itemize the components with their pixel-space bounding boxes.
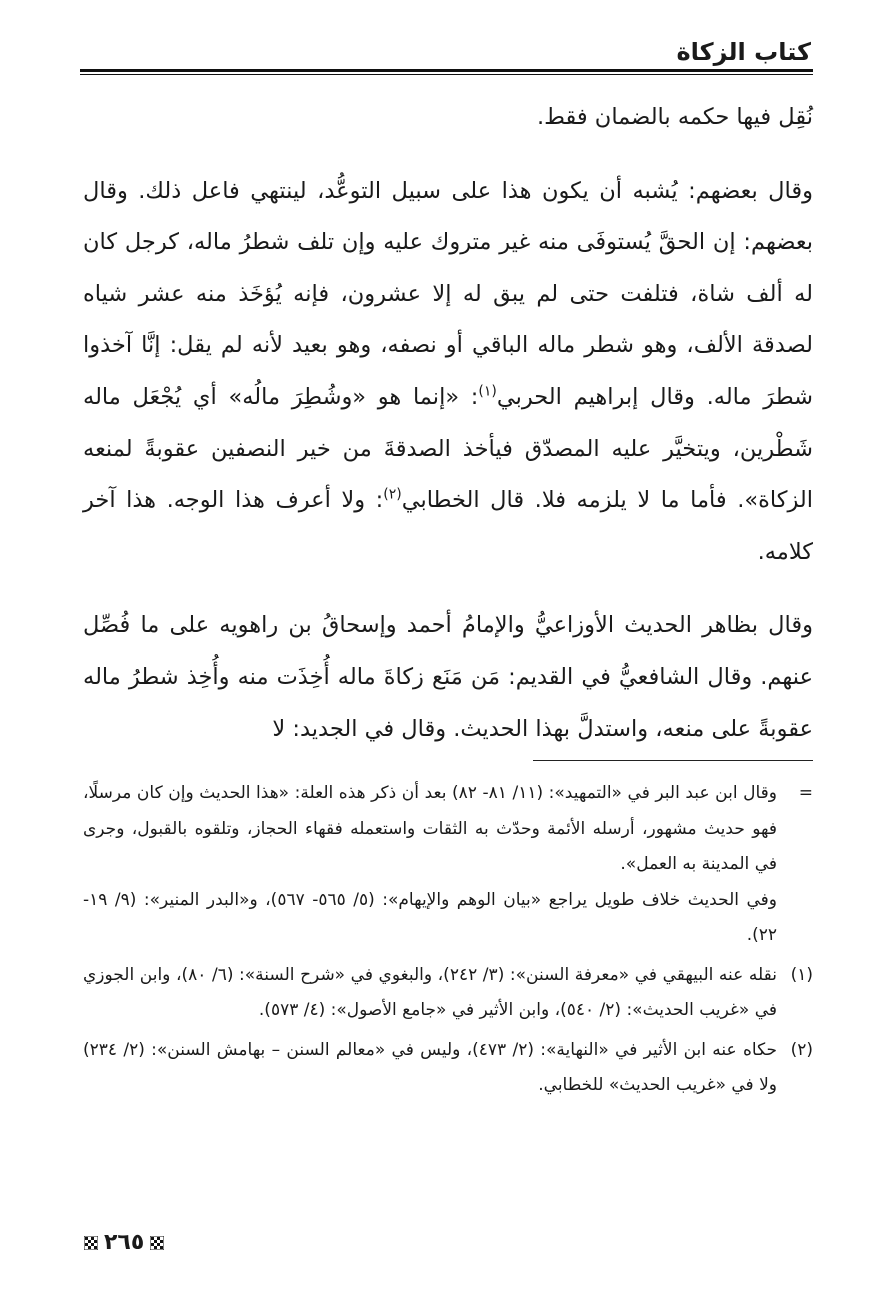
footnote-2 [83, 1033, 813, 1104]
paragraph-text: وقال بعضهم: يُشبه أن يكون هذا على سبيل التوعُّد، لينتهي فاعل ذلك. وقال بعضهم: إن الحقَّ يُستوفَى منه غير متروك عليه وإن تلف شطرُ ماله، كرجل كان له ألف شاة، فتلفت حتى لم يبق له إلا عشرون، فإنه يُؤخَذ منه عشر شياه لصدقة الألف، وهو شطر ماله الباقي أو نصفه، وهو بعيد لأنه لم يقل: إنَّا آخذوا شطرَ ماله. وقال إبراهيم الحربي [83, 177, 814, 410]
footnote-mark: = [798, 783, 813, 803]
page-number: ٢٦٥ [104, 1230, 145, 1255]
footnote-1 [83, 958, 813, 1029]
footnotes [83, 776, 813, 1108]
paragraph-text: : «إنما هو «وشُطِرَ مالُه» أي يُجْعَل ماله شَطْرين، ويتخيَّر عليه المصدّق فيأخذ الصدقةَ من خير النصفين عقوبةً لمنعه الزكاة». فأما ما لا يلزمه فلا. قال الخطابي [83, 383, 814, 514]
paragraph [83, 166, 813, 579]
footnote-line: وقال ابن عبد البر في «التمهيد»: (١١/ ٨١- ٨٢) بعد أن ذكر هذه العلة: «هذا الحديث وإن كان مرسلًا، فهو حديث مشهور، أرسله الأئمة وحدّث به الثقات واستعمله فقهاء الحجاز، وتلقوه بالقبول، وجرى في المدينة به العمل». [83, 783, 777, 874]
paragraph-text: نُقِل فيها حكمه بالضمان فقط. [537, 104, 813, 130]
checker-ornament-icon [84, 1236, 98, 1250]
header-rule [80, 69, 813, 75]
footnote-ref-2[interactable]: (٢) [383, 486, 402, 503]
paragraph [83, 92, 813, 144]
footnote-rule [533, 760, 813, 761]
main-text [83, 92, 813, 755]
page-number-block [84, 1230, 164, 1255]
footnote-line: حكاه عنه ابن الأثير في «النهاية»: (٢/ ٤٧٣)، وليس في «معالم السنن – بهامش السنن»: (٢/ ٢٣٤) ولا في «غريب الحديث» للخطابي. [83, 1039, 777, 1095]
footnote-continued [83, 776, 813, 954]
paragraph-text: وقال بظاهر الحديث الأوزاعيُّ والإمامُ أحمد وإسحاقُ بن راهويه على ما فُصِّل عنهم. وقال الشافعيُّ في القديم: مَن مَنَع زكاةَ ماله أُخِذَت منه وأُخِذ شطرُ ماله عقوبةً على منعه، واستدلَّ بهذا الحديث. وقال في الجديد: لا [83, 612, 813, 742]
footnote-body [83, 1033, 777, 1104]
footnote-line: وفي الحديث خلاف طويل يراجع «بيان الوهم والإيهام»: (٥/ ٥٦٥- ٥٦٧)، و«البدر المنير»: (٩/ ١٩- ٢٢). [83, 889, 777, 945]
footnote-body [83, 958, 777, 1029]
paragraph-text: : ولا أعرف هذا الوجه. هذا آخر كلامه. [83, 487, 813, 565]
footnote-body [83, 776, 777, 954]
footnote-ref-1[interactable]: (١) [478, 383, 497, 400]
footnote-mark: (٢) [790, 1039, 813, 1060]
footnote-mark: (١) [790, 964, 813, 985]
paragraph [83, 600, 813, 755]
running-title: كتاب الزكاة [676, 38, 811, 66]
checker-ornament-icon [150, 1236, 164, 1250]
footnote-line: نقله عنه البيهقي في «معرفة السنن»: (٣/ ٢٤٢)، والبغوي في «شرح السنة»: (٦/ ٨٠)، وابن الجوزي في «غريب الحديث»: (٢/ ٥٤٠)، وابن الأثير في «جامع الأصول»: (٤/ ٥٧٣). [83, 964, 777, 1020]
